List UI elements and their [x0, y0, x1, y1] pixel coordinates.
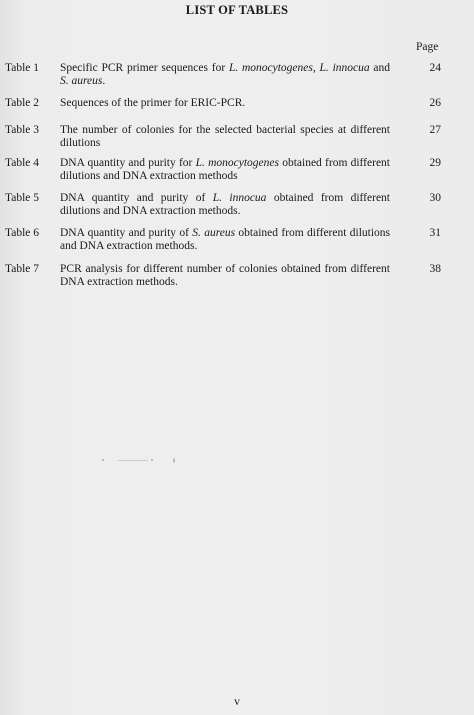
- table-entry-page: 30: [429, 192, 441, 204]
- table-entry-page: 24: [429, 62, 441, 74]
- table-entry-label: Table 3: [5, 124, 40, 136]
- page-title: LIST OF TABLES: [185, 3, 289, 17]
- page-column-header: Page: [416, 41, 439, 53]
- table-entry-page: 29: [429, 157, 441, 169]
- table-entry: [0, 263, 474, 289]
- italic-species-name: L. monocytogenes: [195, 157, 279, 169]
- italic-species-name: L. innocua: [212, 192, 267, 204]
- description-text: DNA quantity and purity for: [60, 157, 196, 169]
- description-text: .: [102, 75, 106, 87]
- table-entry-description: [60, 97, 390, 110]
- description-text: ,: [312, 62, 320, 74]
- italic-species-name: S. aureus: [192, 227, 236, 239]
- table-entry-label: Table 2: [5, 97, 40, 109]
- table-entry: [0, 227, 474, 253]
- description-text: Sequences of the primer for ERIC-PCR.: [60, 97, 246, 109]
- footer-page-number: v: [234, 696, 240, 708]
- table-entry-label: Table 6: [5, 227, 40, 239]
- table-entry: [0, 97, 474, 110]
- description-text: Specific PCR primer sequences for: [60, 62, 229, 74]
- table-entry-page: 38: [429, 263, 441, 275]
- table-entry-label: Table 4: [5, 157, 40, 169]
- description-text: obtained from different dilutions and DNA extraction methods.: [60, 227, 391, 252]
- table-entry-description: [60, 124, 390, 150]
- table-entry-description: [60, 62, 390, 88]
- table-entry-label: Table 5: [5, 192, 40, 204]
- table-entry-page: 26: [429, 97, 441, 109]
- table-entry: [0, 124, 474, 150]
- description-text: obtained from different dilutions and DNA extraction methods: [60, 157, 390, 182]
- description-text: PCR analysis for different number of colonies obtained from different DNA extraction methods.: [60, 263, 390, 288]
- description-text: DNA quantity and purity of: [60, 192, 213, 204]
- italic-species-name: S. aureus: [60, 75, 103, 87]
- table-entry-page: 31: [429, 227, 441, 239]
- table-entry-description: [60, 227, 390, 253]
- table-entry: [0, 192, 474, 218]
- table-entry-description: [60, 157, 390, 183]
- table-entry: [0, 62, 474, 88]
- description-text: The number of colonies for the selected bacterial species at different dilutions: [60, 124, 390, 149]
- table-entry: [0, 157, 474, 183]
- scan-artifact: [102, 458, 182, 464]
- table-entry-description: [60, 263, 390, 289]
- table-entry-label: Table 7: [5, 263, 40, 275]
- italic-species-name: L. monocytogenes: [228, 62, 313, 74]
- italic-species-name: L. innocua: [319, 62, 370, 74]
- description-text: DNA quantity and purity of: [60, 227, 193, 239]
- table-entry-label: Table 1: [5, 62, 40, 74]
- description-text: obtained from different dilutions and DNA extraction methods.: [60, 192, 390, 217]
- table-entry-description: [60, 192, 390, 218]
- description-text: and: [369, 62, 390, 74]
- table-entry-page: 27: [429, 124, 441, 136]
